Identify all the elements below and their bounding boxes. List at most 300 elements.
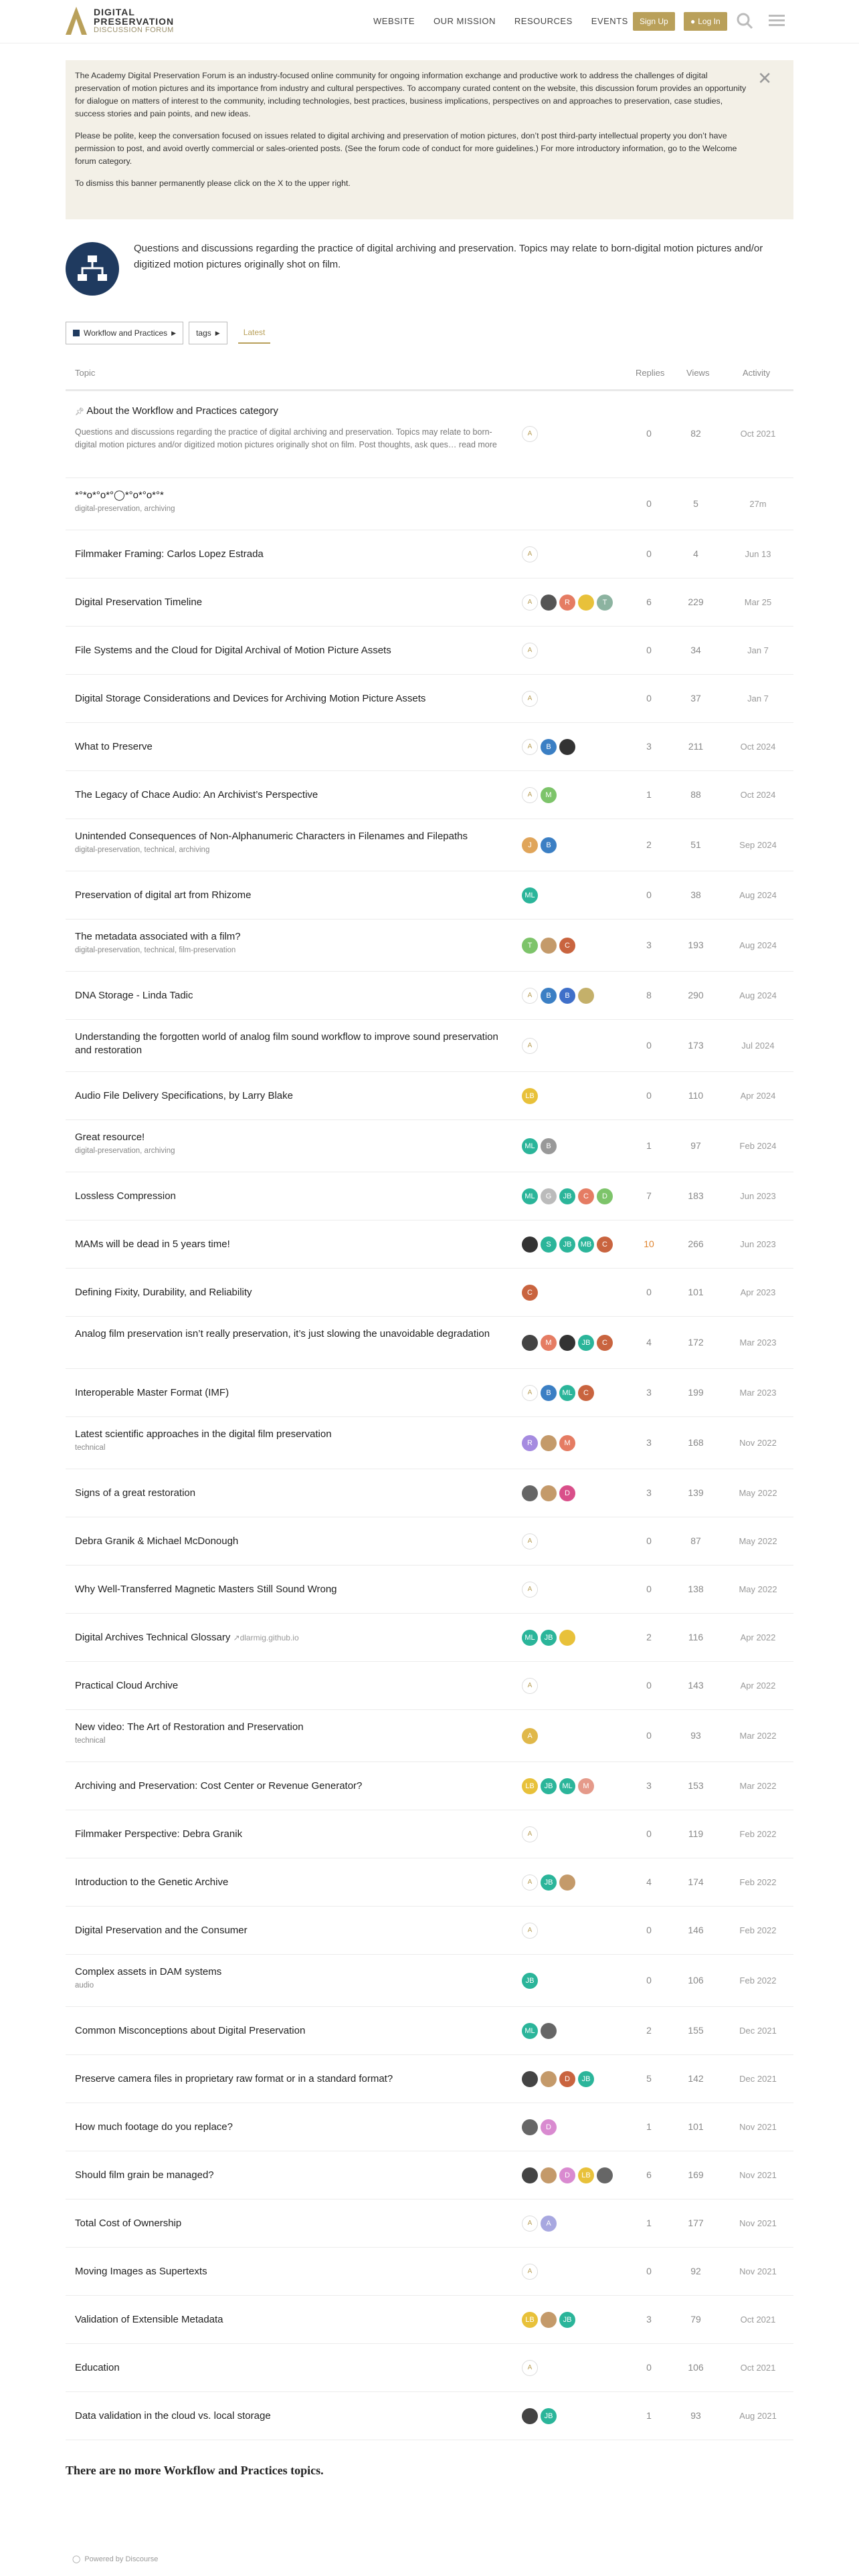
avatar[interactable]: R: [559, 595, 575, 611]
topic-title[interactable]: [75, 1828, 503, 1841]
reply-count: 0: [646, 1535, 652, 1546]
topic-title-text[interactable]: Defining Fixity, Durability, and Reliability: [75, 1287, 252, 1298]
avatar[interactable]: [578, 988, 594, 1004]
topic-title-text[interactable]: Archiving and Preservation: Cost Center or Revenue Generator?: [75, 1780, 363, 1792]
avatar[interactable]: LB: [522, 2312, 538, 2328]
nav-resources[interactable]: RESOURCES: [514, 16, 573, 26]
activity-date[interactable]: Sep 2024: [739, 840, 777, 850]
topic-title[interactable]: [75, 1286, 503, 1299]
activity-date[interactable]: Dec 2021: [739, 2026, 777, 2036]
reply-count: 0: [646, 1040, 652, 1051]
topic-title-text[interactable]: Digital Storage Considerations and Devices for Archiving Motion Picture Assets: [75, 693, 426, 704]
topic-title[interactable]: [75, 1965, 503, 1979]
topic-row: [66, 1172, 793, 1220]
avatar[interactable]: A: [522, 1582, 538, 1598]
topic-title[interactable]: [75, 830, 503, 843]
topic-title[interactable]: [75, 1583, 503, 1596]
avatar[interactable]: C: [597, 1237, 613, 1253]
reply-count: 0: [646, 548, 652, 559]
topic-title[interactable]: [75, 1131, 503, 1144]
topic-tags[interactable]: technical: [75, 1737, 106, 1745]
topic-title-text[interactable]: How much footage do you replace?: [75, 2121, 233, 2133]
avatar[interactable]: [541, 595, 557, 611]
topic-title-text[interactable]: The Legacy of Chace Audio: An Archivist’s Perspective: [75, 789, 318, 800]
avatar[interactable]: A: [522, 1533, 538, 1549]
avatar[interactable]: A: [522, 739, 538, 755]
view-count: 153: [688, 1780, 704, 1791]
topic-title[interactable]: [75, 596, 503, 609]
avatar[interactable]: A: [522, 1038, 538, 1054]
topic-posters: [522, 1485, 575, 1501]
site-logo[interactable]: [66, 7, 174, 35]
avatar[interactable]: G: [541, 1188, 557, 1204]
activity-date[interactable]: Nov 2021: [739, 2122, 777, 2132]
topic-row: [66, 578, 793, 627]
view-count: 172: [688, 1337, 704, 1348]
topic-title-text[interactable]: Understanding the forgotten world of analog film sound workflow to improve sound preservation and restoration: [75, 1031, 498, 1056]
avatar[interactable]: A: [522, 2216, 538, 2232]
topic-title-text[interactable]: Digital Archives Technical Glossary: [75, 1632, 231, 1643]
avatar[interactable]: [559, 739, 575, 755]
view-count: 87: [690, 1535, 701, 1546]
signup-label: Sign Up: [640, 17, 668, 26]
avatar[interactable]: LB: [522, 1088, 538, 1104]
reply-count: 0: [646, 2266, 652, 2276]
avatar[interactable]: M: [541, 787, 557, 803]
avatar[interactable]: [522, 2119, 538, 2135]
signup-button[interactable]: [633, 12, 675, 31]
activity-date[interactable]: Apr 2022: [740, 1632, 776, 1642]
topic-title[interactable]: [75, 1428, 503, 1441]
topic-tags[interactable]: digital-preservation, archiving: [75, 505, 175, 513]
hamburger-menu-icon[interactable]: [767, 11, 787, 31]
topic-title-text[interactable]: Digital Preservation and the Consumer: [75, 1925, 248, 1936]
topic-row: [66, 1810, 793, 1858]
reply-count: 0: [646, 1287, 652, 1297]
avatar[interactable]: JB: [541, 1630, 557, 1646]
filter-bar: [66, 321, 270, 345]
topic-title[interactable]: [75, 2265, 503, 2278]
activity-date[interactable]: Nov 2021: [739, 2218, 777, 2228]
activity-date[interactable]: Oct 2021: [740, 2315, 776, 2325]
activity-date[interactable]: Nov 2021: [739, 2266, 777, 2276]
activity-date[interactable]: Feb 2022: [739, 1829, 777, 1839]
nav-website[interactable]: WEBSITE: [373, 16, 415, 26]
topic-title-text[interactable]: *°*o*°o*°◯*°o*°o*°*: [75, 490, 164, 501]
topic-title[interactable]: [75, 405, 503, 419]
avatar[interactable]: S: [541, 1237, 557, 1253]
avatar[interactable]: [522, 1335, 538, 1351]
column-activity[interactable]: Activity: [743, 368, 771, 378]
avatar[interactable]: D: [559, 2071, 575, 2087]
avatar[interactable]: ML: [522, 887, 538, 903]
activity-date[interactable]: Nov 2022: [739, 1438, 777, 1448]
topic-title-text[interactable]: Debra Granik & Michael McDonough: [75, 1535, 239, 1547]
topic-posters: [522, 426, 538, 442]
activity-date[interactable]: Oct 2024: [740, 742, 776, 752]
avatar[interactable]: D: [559, 2167, 575, 2183]
tab-latest[interactable]: Latest: [238, 322, 271, 344]
topic-title[interactable]: [75, 1238, 503, 1251]
avatar[interactable]: [541, 2312, 557, 2328]
avatar[interactable]: A: [522, 1385, 538, 1401]
avatar[interactable]: JB: [541, 2408, 557, 2424]
avatar[interactable]: [541, 1485, 557, 1501]
topic-row: [66, 2248, 793, 2296]
category-header: [66, 238, 793, 298]
avatar[interactable]: M: [541, 1335, 557, 1351]
activity-date[interactable]: Jul 2024: [741, 1041, 775, 1051]
logo-line-2: PRESERVATION: [94, 16, 175, 27]
topic-title[interactable]: [75, 548, 503, 561]
topic-title-text[interactable]: MAMs will be dead in 5 years time!: [75, 1239, 230, 1250]
avatar[interactable]: D: [559, 1485, 575, 1501]
topic-title-text[interactable]: Should film grain be managed?: [75, 2169, 214, 2181]
avatar[interactable]: [559, 1630, 575, 1646]
activity-date[interactable]: Feb 2022: [739, 1925, 777, 1935]
avatar[interactable]: [541, 938, 557, 954]
avatar[interactable]: [541, 2023, 557, 2039]
avatar[interactable]: [597, 2167, 613, 2183]
activity-date[interactable]: Jan 7: [747, 693, 769, 704]
avatar[interactable]: B: [541, 837, 557, 853]
topic-posters: [522, 837, 557, 853]
avatar[interactable]: B: [541, 1385, 557, 1401]
banner-paragraph-2: Please be polite, keep the conversation focused on issues related to digital archiving and preservation of motion pictures, don’t post third-party intellectual property you don’t have permission to post, and avoid overtly commercial or sales-oriented posts. (See the forum code of conduct for more guidelines.) For more introductory information, go to the Welcome forum category.: [75, 131, 737, 166]
activity-date[interactable]: Jun 13: [745, 549, 771, 559]
topic-tags[interactable]: technical: [75, 1444, 106, 1452]
avatar[interactable]: JB: [541, 1778, 557, 1794]
discourse-icon: ◯: [72, 2555, 81, 2563]
avatar[interactable]: A: [522, 2264, 538, 2280]
avatar[interactable]: A: [522, 1728, 538, 1744]
avatar[interactable]: JB: [559, 2312, 575, 2328]
avatar[interactable]: [522, 2071, 538, 2087]
avatar[interactable]: M: [559, 1435, 575, 1451]
activity-date[interactable]: Feb 2022: [739, 1975, 777, 1985]
topic-title[interactable]: [75, 644, 503, 657]
topic-title-text[interactable]: Validation of Extensible Metadata: [75, 2314, 223, 2325]
avatar[interactable]: LB: [578, 2167, 594, 2183]
reply-count: 0: [646, 1680, 652, 1691]
topic-title[interactable]: [75, 1721, 503, 1734]
activity-date[interactable]: Oct 2021: [740, 2363, 776, 2373]
activity-date[interactable]: 27m: [749, 499, 767, 509]
topic-tags[interactable]: audio: [75, 1981, 94, 1990]
topic-title-text[interactable]: Introduction to the Genetic Archive: [75, 1876, 229, 1888]
avatar[interactable]: C: [522, 1285, 538, 1301]
avatar[interactable]: A: [522, 546, 538, 562]
topic-title-text[interactable]: Signs of a great restoration: [75, 1487, 196, 1499]
topic-title[interactable]: [75, 2361, 503, 2375]
topic-title[interactable]: [75, 740, 503, 754]
avatar[interactable]: A: [522, 691, 538, 707]
topic-title[interactable]: [75, 1780, 503, 1793]
avatar[interactable]: B: [541, 739, 557, 755]
avatar[interactable]: [541, 1435, 557, 1451]
topic-title-text[interactable]: Education: [75, 2362, 120, 2373]
activity-date[interactable]: May 2022: [739, 1488, 777, 1498]
avatar[interactable]: A: [522, 787, 538, 803]
avatar[interactable]: ML: [522, 2023, 538, 2039]
close-icon[interactable]: ✕: [757, 68, 772, 88]
topic-title-text[interactable]: Filmmaker Perspective: Debra Granik: [75, 1828, 243, 1840]
column-views[interactable]: Views: [686, 368, 710, 378]
activity-date[interactable]: Jun 2023: [740, 1191, 776, 1201]
topic-title[interactable]: [75, 788, 503, 802]
avatar[interactable]: JB: [559, 1237, 575, 1253]
avatar[interactable]: A: [522, 1678, 538, 1694]
avatar[interactable]: [559, 1874, 575, 1891]
activity-date[interactable]: Aug 2024: [739, 990, 777, 1000]
activity-date[interactable]: Nov 2021: [739, 2170, 777, 2180]
avatar[interactable]: JB: [541, 1874, 557, 1891]
avatar[interactable]: D: [541, 2119, 557, 2135]
topic-posters: [522, 595, 613, 611]
reply-count: 8: [646, 990, 652, 1000]
external-link-domain[interactable]: dlarmig.github.io: [240, 1633, 299, 1642]
topic-title[interactable]: [75, 2169, 503, 2182]
activity-date[interactable]: Jan 7: [747, 645, 769, 655]
avatar[interactable]: ML: [559, 1385, 575, 1401]
activity-date[interactable]: Dec 2021: [739, 2074, 777, 2084]
avatar[interactable]: A: [522, 1826, 538, 1842]
avatar[interactable]: [541, 2071, 557, 2087]
topic-title[interactable]: [75, 692, 503, 706]
topic-posters: [522, 1582, 538, 1598]
topic-posters: [522, 1088, 538, 1104]
activity-date[interactable]: Oct 2021: [740, 429, 776, 439]
topic-title-text[interactable]: Digital Preservation Timeline: [75, 597, 203, 608]
reply-count: 3: [646, 741, 652, 752]
avatar[interactable]: ML: [522, 1138, 538, 1154]
topic-title-text[interactable]: Preserve camera files in proprietary raw format or in a standard format?: [75, 2073, 393, 2084]
topic-title-text[interactable]: Preservation of digital art from Rhizome: [75, 889, 252, 901]
avatar[interactable]: [522, 1237, 538, 1253]
avatar[interactable]: ML: [559, 1778, 575, 1794]
topic-posters: [522, 2071, 594, 2087]
topic-tags[interactable]: digital-preservation, technical, film-preservation: [75, 946, 236, 954]
avatar[interactable]: A: [522, 426, 538, 442]
avatar[interactable]: B: [559, 988, 575, 1004]
activity-date[interactable]: May 2022: [739, 1584, 777, 1594]
topic-title-text[interactable]: Moving Images as Supertexts: [75, 2266, 207, 2277]
activity-date[interactable]: Jun 2023: [740, 1239, 776, 1249]
topic-title[interactable]: [75, 1327, 503, 1341]
topic-title-text[interactable]: Common Misconceptions about Digital Preservation: [75, 2025, 306, 2036]
avatar[interactable]: A: [522, 1874, 538, 1891]
avatar[interactable]: JB: [578, 1335, 594, 1351]
avatar[interactable]: T: [522, 938, 538, 954]
topic-title[interactable]: [75, 2072, 503, 2086]
topic-title[interactable]: [75, 1631, 503, 1644]
avatar[interactable]: ML: [522, 1630, 538, 1646]
avatar[interactable]: A: [522, 643, 538, 659]
topic-title[interactable]: [75, 889, 503, 902]
nav-our-mission[interactable]: OUR MISSION: [434, 16, 496, 26]
topic-row: [66, 2392, 793, 2440]
topic-title-text[interactable]: Analog film preservation isn’t really preservation, it’s just slowing the unavoidable degradation: [75, 1328, 490, 1339]
topic-title[interactable]: [75, 1089, 503, 1103]
avatar[interactable]: [578, 595, 594, 611]
activity-date[interactable]: May 2022: [739, 1536, 777, 1546]
topic-row: [66, 920, 793, 972]
topic-posters: [522, 1778, 594, 1794]
topic-title[interactable]: [75, 1386, 503, 1400]
topic-title-text[interactable]: File Systems and the Cloud for Digital Archival of Motion Picture Assets: [75, 645, 391, 656]
topic-tags[interactable]: digital-preservation, technical, archiving: [75, 846, 210, 854]
avatar[interactable]: A: [541, 2216, 557, 2232]
topic-title-text[interactable]: Lossless Compression: [75, 1190, 176, 1202]
topic-title-text[interactable]: New video: The Art of Restoration and Preservation: [75, 1721, 304, 1733]
caret-right-icon: ▶: [215, 329, 220, 336]
topic-title-text[interactable]: Data validation in the cloud vs. local storage: [75, 2410, 271, 2422]
topic-row: [66, 771, 793, 819]
reply-count: 0: [646, 1090, 652, 1101]
avatar[interactable]: B: [541, 988, 557, 1004]
view-count: 143: [688, 1680, 704, 1691]
avatar[interactable]: D: [597, 1188, 613, 1204]
avatar[interactable]: A: [522, 2360, 538, 2376]
topic-title[interactable]: [75, 489, 503, 502]
topic-posters: [522, 739, 575, 755]
reply-count: 6: [646, 597, 652, 607]
avatar[interactable]: LB: [522, 1778, 538, 1794]
topic-row: [66, 391, 793, 478]
avatar[interactable]: J: [522, 837, 538, 853]
avatar[interactable]: [522, 1485, 538, 1501]
activity-date[interactable]: Apr 2023: [740, 1287, 776, 1297]
topic-title[interactable]: [75, 1876, 503, 1889]
activity-date[interactable]: Feb 2024: [739, 1141, 777, 1151]
avatar[interactable]: A: [522, 595, 538, 611]
topic-tags[interactable]: digital-preservation, archiving: [75, 1147, 175, 1155]
avatar[interactable]: JB: [559, 1188, 575, 1204]
topic-title[interactable]: [75, 2409, 503, 2423]
topic-posters: [522, 1285, 538, 1301]
nav-events[interactable]: EVENTS: [591, 16, 628, 26]
topic-title-text[interactable]: About the Workflow and Practices category: [86, 405, 278, 417]
topic-posters: [522, 1874, 575, 1891]
avatar[interactable]: JB: [578, 2071, 594, 2087]
reply-count: 0: [646, 428, 652, 439]
topic-title-text[interactable]: Audio File Delivery Specifications, by Larry Blake: [75, 1090, 293, 1101]
topic-title-text[interactable]: Great resource!: [75, 1132, 145, 1143]
topic-title[interactable]: [75, 1031, 503, 1057]
topic-title-text[interactable]: Practical Cloud Archive: [75, 1680, 179, 1691]
column-topic[interactable]: Topic: [75, 368, 96, 378]
view-count: 110: [688, 1090, 704, 1101]
activity-date[interactable]: Oct 2024: [740, 790, 776, 800]
activity-date[interactable]: Mar 2022: [739, 1781, 777, 1791]
avatar[interactable]: C: [597, 1335, 613, 1351]
topic-title[interactable]: [75, 1679, 503, 1693]
activity-date[interactable]: Apr 2022: [740, 1681, 776, 1691]
avatar[interactable]: [559, 1335, 575, 1351]
topic-posters: [522, 1237, 613, 1253]
view-count: 229: [688, 597, 704, 607]
activity-date[interactable]: Mar 2023: [739, 1337, 777, 1348]
activity-date[interactable]: Aug 2021: [739, 2411, 777, 2421]
topic-title[interactable]: [75, 1487, 503, 1500]
avatar[interactable]: C: [578, 1188, 594, 1204]
reply-count: 0: [646, 498, 652, 509]
activity-date[interactable]: Aug 2024: [739, 890, 777, 900]
topic-excerpt: Questions and discussions regarding the practice of digital archiving and preservation. Topics may relate to born-digital motion pictures and/or digitized motion pictures originally shot on film. Post thoughts, ask ques… read more: [75, 427, 497, 449]
topic-title-text[interactable]: DNA Storage - Linda Tadic: [75, 990, 193, 1001]
topic-posters: [522, 1973, 538, 1989]
topic-title-text[interactable]: What to Preserve: [75, 741, 153, 752]
column-replies[interactable]: Replies: [636, 368, 665, 378]
avatar[interactable]: A: [522, 988, 538, 1004]
topic-title-text[interactable]: Why Well-Transferred Magnetic Masters Still Sound Wrong: [75, 1584, 337, 1595]
avatar[interactable]: T: [597, 595, 613, 611]
view-count: 79: [690, 2314, 701, 2325]
topic-row: [66, 675, 793, 723]
avatar[interactable]: C: [559, 938, 575, 954]
topic-title[interactable]: [75, 930, 503, 944]
activity-date[interactable]: Mar 25: [744, 597, 772, 607]
avatar[interactable]: [522, 2408, 538, 2424]
topic-row: [66, 1317, 793, 1369]
search-icon[interactable]: [735, 11, 755, 31]
topic-title[interactable]: [75, 2313, 503, 2327]
topic-title[interactable]: [75, 1924, 503, 1937]
topic-title-text[interactable]: Total Cost of Ownership: [75, 2218, 182, 2229]
login-button[interactable]: [684, 12, 727, 31]
reply-count: 1: [646, 2121, 652, 2132]
topic-title[interactable]: [75, 2217, 503, 2230]
reply-count: 0: [646, 1828, 652, 1839]
activity-date[interactable]: Mar 2022: [739, 1731, 777, 1741]
footer: [72, 2555, 158, 2563]
topic-title[interactable]: [75, 2121, 503, 2134]
topic-title[interactable]: [75, 1535, 503, 1548]
avatar[interactable]: R: [522, 1435, 538, 1451]
topic-title[interactable]: [75, 1190, 503, 1203]
topic-title-text[interactable]: Complex assets in DAM systems: [75, 1966, 222, 1977]
avatar[interactable]: MB: [578, 1237, 594, 1253]
avatar[interactable]: B: [541, 1138, 557, 1154]
avatar[interactable]: M: [578, 1778, 594, 1794]
avatar[interactable]: JB: [522, 1973, 538, 1989]
avatar[interactable]: C: [578, 1385, 594, 1401]
view-count: 168: [688, 1437, 704, 1448]
topic-title-text[interactable]: Latest scientific approaches in the digital film preservation: [75, 1428, 332, 1440]
topic-title-text[interactable]: Interoperable Master Format (IMF): [75, 1387, 229, 1398]
activity-date[interactable]: Apr 2024: [740, 1091, 776, 1101]
avatar[interactable]: [522, 2167, 538, 2183]
powered-by-link[interactable]: Powered by Discourse: [84, 2555, 159, 2563]
topic-title[interactable]: [75, 2024, 503, 2038]
tags-dropdown[interactable]: [189, 322, 227, 344]
avatar[interactable]: [541, 2167, 557, 2183]
view-count: 88: [690, 789, 701, 800]
topic-title-text[interactable]: Filmmaker Framing: Carlos Lopez Estrada: [75, 548, 264, 560]
activity-date[interactable]: Feb 2022: [739, 1877, 777, 1887]
activity-date[interactable]: Mar 2023: [739, 1388, 777, 1398]
avatar[interactable]: ML: [522, 1188, 538, 1204]
activity-date[interactable]: Aug 2024: [739, 940, 777, 950]
view-count: 155: [688, 2025, 704, 2036]
topic-title-text[interactable]: Unintended Consequences of Non-Alphanumeric Characters in Filenames and Filepaths: [75, 831, 468, 842]
topic-title[interactable]: [75, 989, 503, 1002]
category-dropdown[interactable]: [66, 322, 183, 344]
avatar[interactable]: A: [522, 1923, 538, 1939]
topic-row: [66, 723, 793, 771]
topic-title-text[interactable]: The metadata associated with a film?: [75, 931, 241, 942]
caret-right-icon: ▶: [171, 329, 177, 336]
